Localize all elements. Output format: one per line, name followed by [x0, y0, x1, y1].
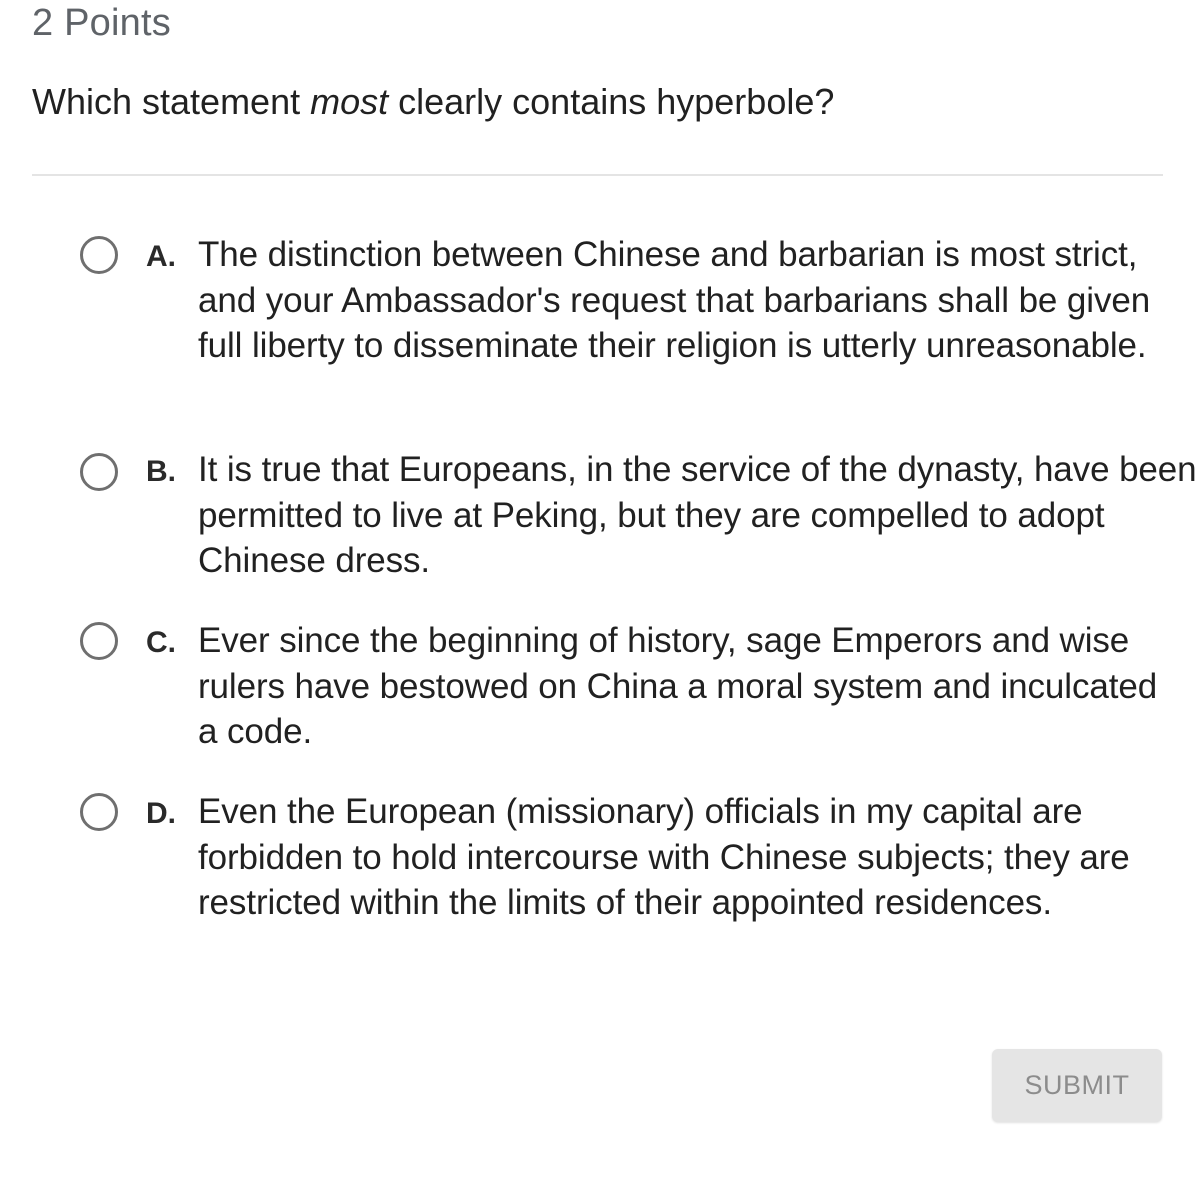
divider [32, 174, 1163, 176]
points-label: 2 Points [32, 2, 171, 44]
radio-button-a[interactable] [80, 236, 118, 274]
radio-button-c[interactable] [80, 622, 118, 660]
option-d-letter: D. [146, 797, 176, 830]
option-c-letter: C. [146, 626, 176, 659]
question-emphasis: most [310, 81, 389, 122]
radio-button-b[interactable] [80, 453, 118, 491]
option-c-text: Ever since the beginning of history, sage Emperors and wise rulers have bestowed on China a moral system and inculcated a code. [198, 621, 1158, 751]
submit-button[interactable]: SUBMIT [992, 1049, 1162, 1122]
question-prefix: Which statement [32, 81, 311, 122]
question-text [32, 80, 834, 124]
option-a-text: The distinction between Chinese and barbarian is most strict, and your Ambassador's request that barbarians shall be given full liberty to disseminate their religion is utterly unreasonable. [198, 235, 1151, 365]
option-b-text: It is true that Europeans, in the service of the dynasty, have been permitted to live at Peking, but they are compelled to adopt Chinese dress. [198, 450, 1197, 580]
question-suffix: clearly contains hyperbole? [388, 81, 835, 122]
option-b-letter: B. [146, 455, 176, 488]
radio-button-d[interactable] [80, 793, 118, 831]
option-a-letter: A. [146, 240, 176, 273]
option-d-text: Even the European (missionary) officials in my capital are forbidden to hold intercourse with Chinese subjects; they are restricted within the limits of their appointed residences. [198, 792, 1130, 922]
